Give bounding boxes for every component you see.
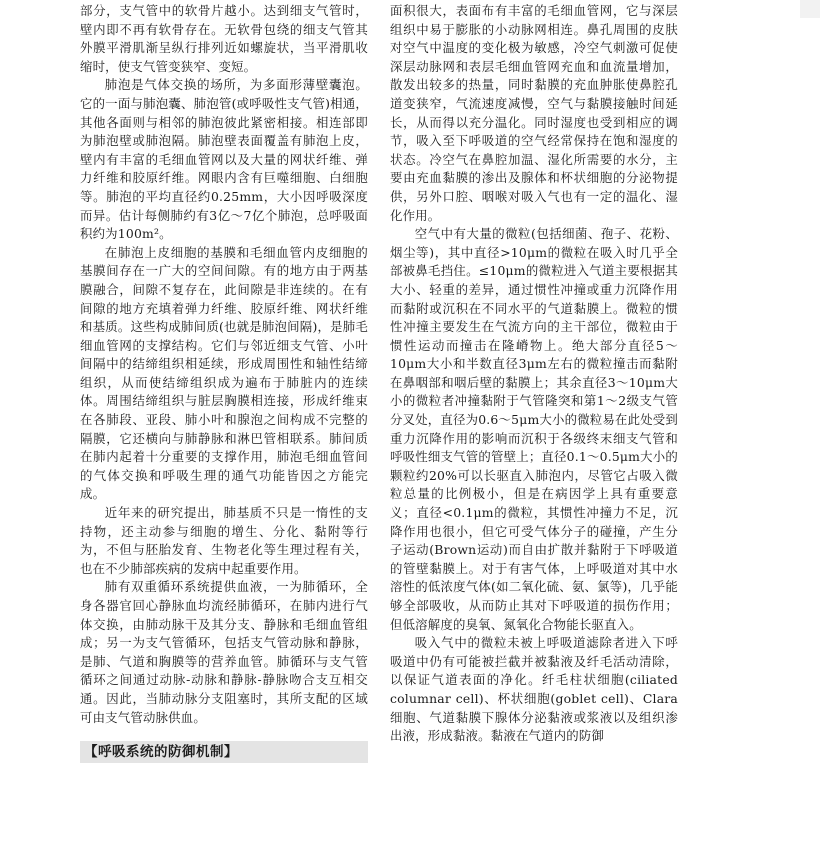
paragraph-dual-circulation: 肺有双重循环系统提供血液，一为肺循环，全身各器官回心静脉血均流经肺循环，在肺内进行气体交换，由肺动脉干及其分支、静脉和毛细血管组成；另一为支气管循环，包括支气管动脉和静脉，是肺、气道和胸膜等的营养血管。肺循环与支气管循环之间通过动脉-动脉和静脉-静脉吻合支互相交通。因此，当肺动脉分支阻塞时，其所支配的区域可由支气管动脉供血。 xyxy=(80,579,368,725)
section-heading-defense-mechanism: 【呼吸系统的防御机制】 xyxy=(80,741,368,763)
corner-scroll-indicator[interactable] xyxy=(800,0,820,18)
paragraph-alveoli: 肺泡是气体交换的场所，为多面形薄壁囊泡。它的一面与肺泡囊、肺泡管(或呼吸性支气管)相通，其他各面则与相邻的肺泡彼此紧密相接。相连部即为肺泡壁或肺泡隔。肺泡壁表面覆盖有肺泡上皮，壁内有丰富的毛细血管网以及大量的网状纤维、弹力纤维和胶原纤维。网眼内含有巨噬细胞、白细胞等。肺泡的平均直径约0.25mm，大小因呼吸深度而异。估计每侧肺约有3亿～7亿个肺泡，总呼吸面积约为100m²。 xyxy=(80,77,368,242)
paragraph-particle-deposition: 空气中有大量的微粒(包括细菌、孢子、花粉、烟尘等)，其中直径>10μm的微粒在吸入时几乎全部被鼻毛挡住。≤10μm的微粒进入气道主要根据其大小、轻重的差异，通过惯性冲撞或重力沉降作用而黏附或沉积在不同水平的气道黏膜上。微粒的惯性冲撞主要发生在气流方向的主干部位，微粒由于惯性运动而撞击在隆嵴物上。绝大部分直径5～10μm大小和半数直径3μm左右的微粒撞击而黏附在鼻咽部和咽后壁的黏膜上；其余直径3～10μm大小的微粒者冲撞黏附于气管隆突和第1～2级支气管分叉处，直径为0.6～5μm大小的微粒易在此处受到重力沉降作用的影响而沉积于各级终末细支气管和呼吸性细支气管的管壁上；直径0.1～0.5μm大小的颗粒约20%可以长驱直入肺泡内，尽管它占吸入微粒总量的比例极小，但是在病因学上具有重要意义；直径<0.1μm的微粒，其惯性冲撞力不足，沉降作用也很小，但它可受气体分子的碰撞，产生分子运动(Brown运动)而自由扩散并黏附于下呼吸道的管壁黏膜上。对于有害气体，上呼吸道对其中水溶性的低浓度气体(如二氧化硫、氨、氯等)，几乎能够全部吸收，从而防止其对下呼吸道的损伤作用；但低溶解度的臭氧、氮氧化合物能长驱直入。 xyxy=(390,226,678,632)
right-column xyxy=(390,2,678,844)
paragraph-mucociliary-clearance: 吸入气中的微粒未被上呼吸道滤除者进入下呼吸道中仍有可能被拦截并被黏液及纤毛活动清除，以保证气道表面的净化。纤毛柱状细胞(ciliated columnar cell)、杯状细胞(goblet cell)、Clara细胞、气道黏膜下腺体分泌黏液或浆液以及组织渗出液，形成黏液。黏液在气道内的防御 xyxy=(390,635,678,744)
paragraph-bronchi-cartilage: 部分，支气管中的软骨片越小。达到细支气管时，壁内即不再有软骨存在。无软骨包绕的细支气管其外膜平滑肌渐呈纵行排列近如螺旋状，当平滑肌收缩时，使支气管变狭窄、变短。 xyxy=(80,3,368,74)
paragraph-matrix-research: 近年来的研究提出，肺基质不只是一惰性的支持物，还主动参与细胞的增生、分化、黏附等行为，不但与胚胎发育、生物老化等生理过程有关，也在不少肺部疾病的发病中起重要作用。 xyxy=(80,505,368,576)
paragraph-interstitium: 在肺泡上皮细胞的基膜和毛细血管内皮细胞的基膜间存在一广大的空间间隙。有的地方由于两基膜融合，间隙不复存在，此间隙是非连续的。在有间隙的地方充填着弹力纤维、胶原纤维、网状纤维和基质。这些构成肺间质(也就是肺泡间隔)，是肺毛细血管网的支撑结构。它们与邻近细支气管、小叶间隔中的结缔组织相延续，形成周围性和轴性结缔组织，从而使结缔组织成为遍布于肺脏内的连续体。周围结缔组织与脏层胸膜相连接，形成纤维束在各肺段、亚段、肺小叶和腺泡之间构成不完整的隔膜，它还横向与肺静脉和淋巴管相联系。肺间质在肺内起着十分重要的支撑作用，肺泡毛细血管间的气体交换和呼吸生理的通气功能皆因之方能完成。 xyxy=(80,244,368,502)
paragraph-nasal-warming: 面积很大，表面布有丰富的毛细血管网，它与深层组织中易于膨胀的小动脉网相连。鼻孔周围的皮肤对空气中温度的变化极为敏感，冷空气刺激可促使深层动脉网和表层毛细血管网充血和血流量增加，散发出较多的热量，同时黏膜的充血肿胀使鼻腔孔道变狭窄，气流速度减慢，空气与黏膜接触时间延长，从而得以充分温化。同时湿度也受到相应的调节，吸入至下呼吸道的空气经常保持在饱和湿度的状态。冷空气在鼻腔加温、湿化所需要的水分，主要由充血黏膜的渗出及腺体和杯状细胞的分泌物提供，另外口腔、咽喉对吸入气也有一定的温化、湿化作用。 xyxy=(390,3,678,223)
left-column xyxy=(80,2,368,844)
